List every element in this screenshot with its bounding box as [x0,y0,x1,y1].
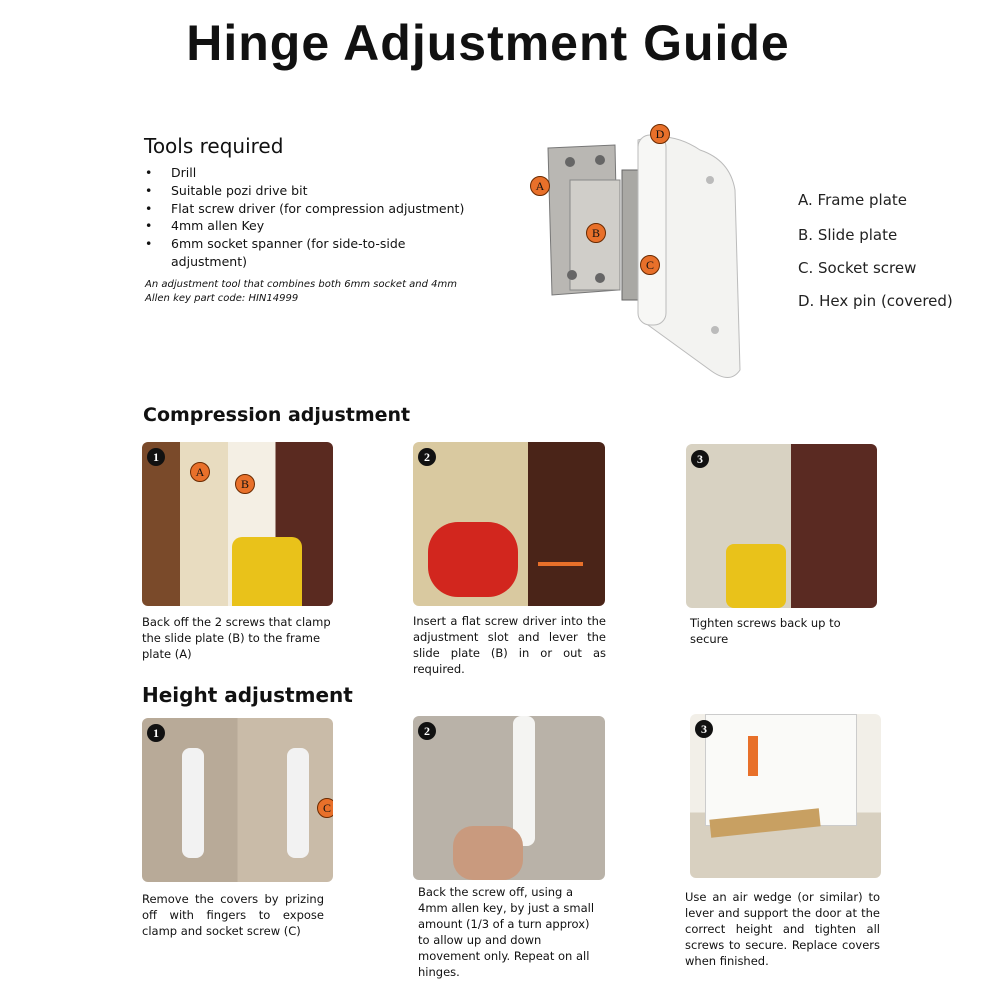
arrow-left-right-icon [538,562,583,566]
compression-step-1-photo [142,442,333,606]
part-label: A. Frame plate [798,191,908,209]
compression-step-3-caption: Tighten screws back up to secure [690,616,841,646]
compression-step-1-caption: Back off the 2 screws that clamp the slide plate (B) to the frame plate (A) [142,615,331,661]
height-heading: Height adjustment [142,683,353,707]
tools-heading: Tools required [144,134,284,158]
door-shape [705,714,857,826]
hinge-knuckle [513,716,535,846]
step-number: 3 [695,720,713,738]
tool-item: • 6mm socket spanner (for side-to-side adjustment) [145,235,421,271]
compression-step-2-caption: Insert a flat screw driver into the adjustment slot and lever the slide plate (B) in or out as required. [413,614,606,676]
compression-step-2-photo [413,442,605,606]
step-number: 2 [418,448,436,466]
badge-D: D [650,124,670,144]
height-step-2-photo [413,716,605,880]
height-step-1-caption: Remove the covers by prizing off with fingers to expose clamp and socket screw (C) [142,892,324,938]
tools-list [145,164,471,271]
height-step-1-photo [142,718,333,882]
height-step-2-caption: Back the screw off, using a 4mm allen key, by just a small amount (1/3 of a turn approx) to allow up and down movement only. Repeat on all hinges. [418,885,595,979]
drill-shape [232,537,302,606]
tool-item: • Flat screw driver (for compression adjustment) [145,200,471,218]
screwdriver-handle [428,522,518,597]
part-label: D. Hex pin (covered) [798,292,953,310]
step-number: 1 [147,724,165,742]
part-label: B. Slide plate [798,226,898,244]
compression-step-3-photo [686,444,877,608]
badge-C: C [640,255,660,275]
hinge-image [530,120,790,390]
height-step-3-caption: Use an air wedge (or similar) to lever and support the door at the correct height and tighten all screws to secure. Replace covers when finished. [685,890,880,968]
tool-note: An adjustment tool that combines both 6mm socket and 4mm Allen key part code: HIN14999 [145,279,458,304]
arrow-up-icon [748,736,758,776]
drill-shape [726,544,786,608]
hinge-knuckle [287,748,309,858]
badge-C: C [317,798,333,818]
step-number: 1 [147,448,165,466]
badge-A: A [530,176,550,196]
step-number: 3 [691,450,709,468]
badge-B: B [586,223,606,243]
page-title: Hinge Adjustment Guide [186,15,790,71]
hinge-cover [182,748,204,858]
part-label: C. Socket screw [798,259,917,277]
hinge-drawing [530,120,790,390]
tool-item: • Drill [145,164,471,182]
height-step-3-photo [690,714,881,878]
compression-heading: Compression adjustment [143,404,411,426]
badge-A: A [190,462,210,482]
hand-shape [453,826,523,880]
tool-item: • 4mm allen Key [145,217,471,235]
badge-B: B [235,474,255,494]
step-number: 2 [418,722,436,740]
tool-item: • Suitable pozi drive bit [145,182,471,200]
